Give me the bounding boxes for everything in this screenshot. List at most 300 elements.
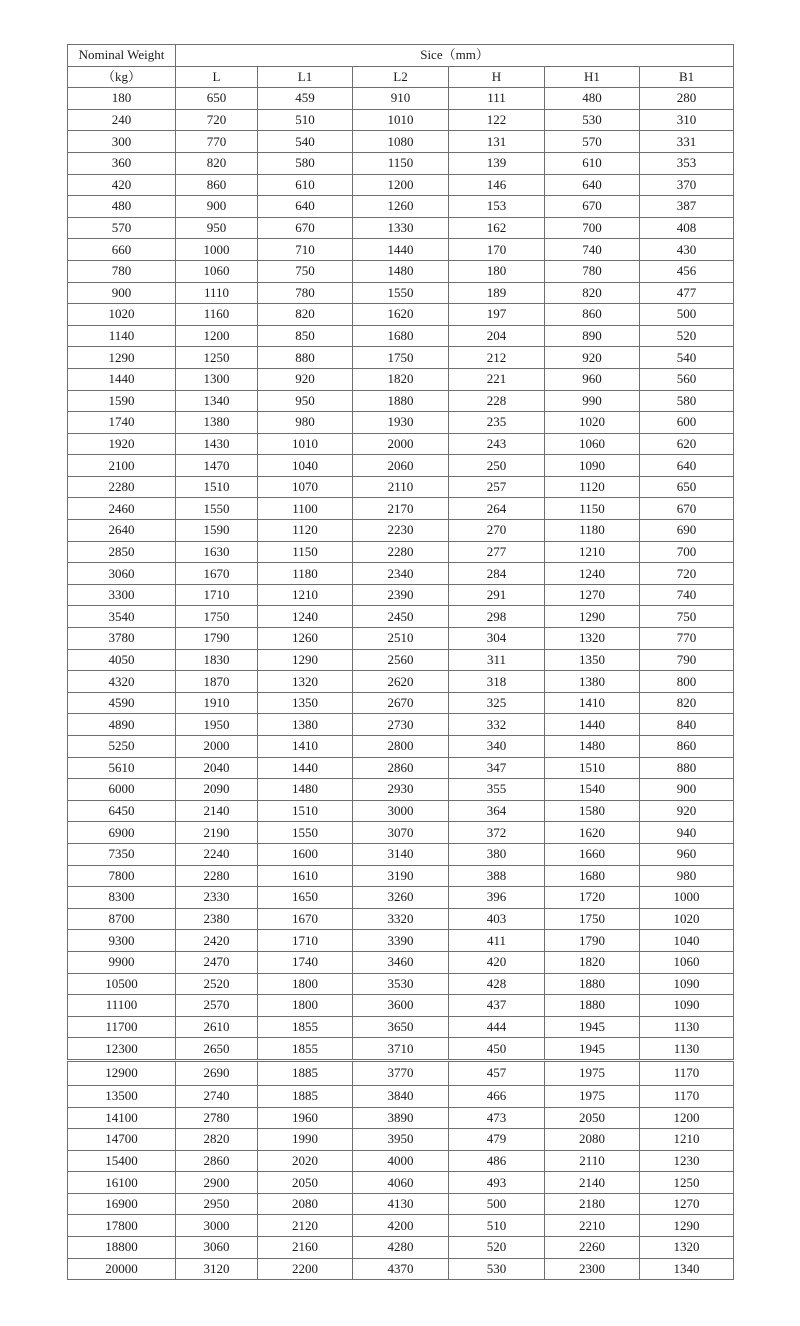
cell-l1: 1800	[258, 973, 353, 995]
cell-b1: 1000	[640, 887, 734, 909]
cell-l2: 1440	[353, 239, 449, 261]
cell-l2: 1200	[353, 174, 449, 196]
cell-l: 1110	[176, 282, 258, 304]
cell-h1: 1020	[545, 412, 640, 434]
cell-l1: 1885	[258, 1085, 353, 1107]
cell-b1: 430	[640, 239, 734, 261]
table-row	[68, 88, 734, 110]
cell-h1: 960	[545, 368, 640, 390]
cell-h: 486	[449, 1150, 545, 1172]
weight-header: Nominal Weight	[68, 45, 176, 67]
cell-b1: 720	[640, 563, 734, 585]
cell-l2: 3000	[353, 800, 449, 822]
cell-l: 2820	[176, 1129, 258, 1151]
table-row	[68, 196, 734, 218]
column-header-l: L	[176, 66, 258, 88]
cell-h: 146	[449, 174, 545, 196]
cell-h1: 890	[545, 325, 640, 347]
cell-weight: 14100	[68, 1107, 176, 1129]
table-row	[68, 908, 734, 930]
cell-l2: 3390	[353, 930, 449, 952]
cell-weight: 12300	[68, 1038, 176, 1061]
cell-b1: 740	[640, 584, 734, 606]
cell-l1: 1740	[258, 951, 353, 973]
cell-l2: 2000	[353, 433, 449, 455]
table-row	[68, 584, 734, 606]
table-row	[68, 476, 734, 498]
table-row	[68, 757, 734, 779]
cell-h1: 1210	[545, 541, 640, 563]
cell-b1: 860	[640, 736, 734, 758]
cell-l2: 1480	[353, 260, 449, 282]
cell-l2: 2800	[353, 736, 449, 758]
table-row	[68, 541, 734, 563]
table-row	[68, 217, 734, 239]
cell-h: 204	[449, 325, 545, 347]
cell-weight: 1440	[68, 368, 176, 390]
cell-h1: 1945	[545, 1038, 640, 1061]
cell-weight: 240	[68, 109, 176, 131]
cell-l1: 1610	[258, 865, 353, 887]
table-row	[68, 455, 734, 477]
table-row	[68, 152, 734, 174]
cell-l: 2780	[176, 1107, 258, 1129]
cell-l2: 4200	[353, 1215, 449, 1237]
cell-l1: 880	[258, 347, 353, 369]
cell-l2: 910	[353, 88, 449, 110]
table-row	[68, 239, 734, 261]
cell-h1: 1510	[545, 757, 640, 779]
cell-l: 1950	[176, 714, 258, 736]
cell-l1: 780	[258, 282, 353, 304]
cell-l1: 1320	[258, 671, 353, 693]
cell-l2: 3260	[353, 887, 449, 909]
cell-weight: 8300	[68, 887, 176, 909]
cell-h1: 740	[545, 239, 640, 261]
cell-l: 1590	[176, 520, 258, 542]
cell-l1: 950	[258, 390, 353, 412]
cell-h: 122	[449, 109, 545, 131]
table-row	[68, 671, 734, 693]
cell-l1: 1380	[258, 714, 353, 736]
cell-h: 372	[449, 822, 545, 844]
cell-l2: 4060	[353, 1172, 449, 1194]
cell-l: 2000	[176, 736, 258, 758]
cell-l: 1250	[176, 347, 258, 369]
cell-l2: 2230	[353, 520, 449, 542]
cell-weight: 360	[68, 152, 176, 174]
cell-b1: 690	[640, 520, 734, 542]
cell-l1: 2080	[258, 1193, 353, 1215]
cell-l2: 3530	[353, 973, 449, 995]
cell-h: 473	[449, 1107, 545, 1129]
cell-weight: 6900	[68, 822, 176, 844]
cell-l2: 2110	[353, 476, 449, 498]
cell-h1: 1480	[545, 736, 640, 758]
cell-h: 479	[449, 1129, 545, 1151]
cell-weight: 1020	[68, 304, 176, 326]
table-row	[68, 390, 734, 412]
cell-weight: 1740	[68, 412, 176, 434]
cell-h1: 1720	[545, 887, 640, 909]
cell-l2: 1880	[353, 390, 449, 412]
table-row	[68, 1258, 734, 1280]
cell-l: 2570	[176, 995, 258, 1017]
cell-weight: 4050	[68, 649, 176, 671]
cell-l: 2610	[176, 1016, 258, 1038]
cell-l1: 710	[258, 239, 353, 261]
cell-l1: 540	[258, 131, 353, 153]
table-row	[68, 1129, 734, 1151]
cell-h1: 1350	[545, 649, 640, 671]
cell-b1: 1170	[640, 1060, 734, 1085]
cell-weight: 660	[68, 239, 176, 261]
table-row	[68, 1215, 734, 1237]
cell-l1: 1210	[258, 584, 353, 606]
cell-weight: 6450	[68, 800, 176, 822]
cell-b1: 670	[640, 498, 734, 520]
cell-l1: 2120	[258, 1215, 353, 1237]
cell-b1: 1230	[640, 1150, 734, 1172]
cell-l1: 2160	[258, 1237, 353, 1259]
cell-b1: 640	[640, 455, 734, 477]
cell-b1: 900	[640, 779, 734, 801]
cell-h: 221	[449, 368, 545, 390]
table-row	[68, 1193, 734, 1215]
cell-h1: 1060	[545, 433, 640, 455]
column-header-h1: H1	[545, 66, 640, 88]
cell-h: 450	[449, 1038, 545, 1061]
cell-b1: 280	[640, 88, 734, 110]
cell-h1: 1320	[545, 628, 640, 650]
cell-l: 950	[176, 217, 258, 239]
cell-h: 153	[449, 196, 545, 218]
cell-h1: 1120	[545, 476, 640, 498]
cell-l: 1060	[176, 260, 258, 282]
cell-l: 2950	[176, 1193, 258, 1215]
cell-l2: 1620	[353, 304, 449, 326]
cell-l2: 3840	[353, 1085, 449, 1107]
cell-l: 2140	[176, 800, 258, 822]
cell-l1: 1100	[258, 498, 353, 520]
cell-h: 380	[449, 843, 545, 865]
table-row	[68, 520, 734, 542]
cell-weight: 2640	[68, 520, 176, 542]
cell-h1: 860	[545, 304, 640, 326]
cell-l: 2240	[176, 843, 258, 865]
cell-weight: 8700	[68, 908, 176, 930]
cell-weight: 7350	[68, 843, 176, 865]
cell-h: 347	[449, 757, 545, 779]
cell-l2: 3190	[353, 865, 449, 887]
table-row	[68, 779, 734, 801]
cell-l: 1670	[176, 563, 258, 585]
cell-weight: 16100	[68, 1172, 176, 1194]
cell-l: 2330	[176, 887, 258, 909]
cell-l1: 1410	[258, 736, 353, 758]
cell-h1: 820	[545, 282, 640, 304]
cell-b1: 560	[640, 368, 734, 390]
cell-l1: 1855	[258, 1016, 353, 1038]
cell-h: 396	[449, 887, 545, 909]
table-row	[68, 412, 734, 434]
table-row	[68, 1172, 734, 1194]
cell-h: 170	[449, 239, 545, 261]
cell-l1: 2050	[258, 1172, 353, 1194]
cell-h1: 2210	[545, 1215, 640, 1237]
cell-l: 1430	[176, 433, 258, 455]
table-row	[68, 1107, 734, 1129]
table-row	[68, 260, 734, 282]
cell-l: 2690	[176, 1060, 258, 1085]
cell-h: 411	[449, 930, 545, 952]
cell-weight: 18800	[68, 1237, 176, 1259]
cell-h: 428	[449, 973, 545, 995]
cell-l2: 2340	[353, 563, 449, 585]
cell-h: 510	[449, 1215, 545, 1237]
table-row	[68, 692, 734, 714]
cell-b1: 500	[640, 304, 734, 326]
cell-b1: 750	[640, 606, 734, 628]
cell-l1: 1440	[258, 757, 353, 779]
table-row	[68, 973, 734, 995]
table-row	[68, 951, 734, 973]
cell-l2: 1750	[353, 347, 449, 369]
cell-h1: 1880	[545, 995, 640, 1017]
cell-l1: 1650	[258, 887, 353, 909]
cell-h: 457	[449, 1060, 545, 1085]
cell-b1: 980	[640, 865, 734, 887]
cell-l: 1630	[176, 541, 258, 563]
cell-weight: 15400	[68, 1150, 176, 1172]
cell-h: 284	[449, 563, 545, 585]
cell-h: 311	[449, 649, 545, 671]
cell-l: 3120	[176, 1258, 258, 1280]
cell-weight: 3780	[68, 628, 176, 650]
table-row	[68, 1085, 734, 1107]
cell-l1: 1510	[258, 800, 353, 822]
weight-unit-header: （kg）	[68, 66, 176, 88]
cell-l1: 750	[258, 260, 353, 282]
size-header: Sice（mm）	[176, 45, 734, 67]
cell-weight: 20000	[68, 1258, 176, 1280]
cell-l2: 4000	[353, 1150, 449, 1172]
cell-l1: 980	[258, 412, 353, 434]
table-row	[68, 865, 734, 887]
cell-h: 111	[449, 88, 545, 110]
cell-l2: 1680	[353, 325, 449, 347]
cell-l2: 2280	[353, 541, 449, 563]
cell-h1: 2080	[545, 1129, 640, 1151]
cell-h1: 1680	[545, 865, 640, 887]
cell-h1: 1270	[545, 584, 640, 606]
cell-l1: 920	[258, 368, 353, 390]
cell-h: 466	[449, 1085, 545, 1107]
cell-l1: 1290	[258, 649, 353, 671]
cell-b1: 820	[640, 692, 734, 714]
cell-l2: 3650	[353, 1016, 449, 1038]
cell-h1: 990	[545, 390, 640, 412]
cell-b1: 1090	[640, 973, 734, 995]
table-row	[68, 822, 734, 844]
cell-l1: 640	[258, 196, 353, 218]
cell-h: 264	[449, 498, 545, 520]
cell-h1: 530	[545, 109, 640, 131]
column-header-b1: B1	[640, 66, 734, 88]
cell-weight: 5250	[68, 736, 176, 758]
cell-h1: 610	[545, 152, 640, 174]
cell-b1: 477	[640, 282, 734, 304]
cell-h1: 1620	[545, 822, 640, 844]
spec-table	[67, 44, 734, 1280]
cell-h: 325	[449, 692, 545, 714]
table-row	[68, 649, 734, 671]
cell-weight: 12900	[68, 1060, 176, 1085]
cell-b1: 790	[640, 649, 734, 671]
cell-l2: 1930	[353, 412, 449, 434]
cell-l2: 4130	[353, 1193, 449, 1215]
cell-weight: 11100	[68, 995, 176, 1017]
cell-b1: 1020	[640, 908, 734, 930]
cell-h1: 1945	[545, 1016, 640, 1038]
cell-h: 243	[449, 433, 545, 455]
cell-l2: 3710	[353, 1038, 449, 1061]
table-body	[68, 88, 734, 1280]
cell-l: 1510	[176, 476, 258, 498]
cell-l1: 610	[258, 174, 353, 196]
cell-h1: 700	[545, 217, 640, 239]
cell-h1: 2260	[545, 1237, 640, 1259]
cell-h: 437	[449, 995, 545, 1017]
cell-weight: 420	[68, 174, 176, 196]
cell-l: 2090	[176, 779, 258, 801]
table-row	[68, 995, 734, 1017]
cell-l2: 2450	[353, 606, 449, 628]
cell-l1: 1010	[258, 433, 353, 455]
cell-h1: 2050	[545, 1107, 640, 1129]
cell-weight: 1590	[68, 390, 176, 412]
cell-b1: 1040	[640, 930, 734, 952]
cell-h: 530	[449, 1258, 545, 1280]
cell-h1: 2140	[545, 1172, 640, 1194]
cell-h: 197	[449, 304, 545, 326]
table-row	[68, 628, 734, 650]
cell-h1: 570	[545, 131, 640, 153]
header-row-1	[68, 45, 734, 67]
cell-h: 388	[449, 865, 545, 887]
cell-h1: 1410	[545, 692, 640, 714]
cell-l2: 2670	[353, 692, 449, 714]
table-row	[68, 930, 734, 952]
cell-b1: 1090	[640, 995, 734, 1017]
cell-l1: 1480	[258, 779, 353, 801]
cell-l2: 3320	[353, 908, 449, 930]
cell-weight: 3060	[68, 563, 176, 585]
cell-h1: 2180	[545, 1193, 640, 1215]
cell-l1: 670	[258, 217, 353, 239]
cell-weight: 300	[68, 131, 176, 153]
cell-l: 1000	[176, 239, 258, 261]
cell-l1: 1800	[258, 995, 353, 1017]
cell-b1: 770	[640, 628, 734, 650]
cell-h: 403	[449, 908, 545, 930]
cell-weight: 16900	[68, 1193, 176, 1215]
cell-l: 650	[176, 88, 258, 110]
cell-l1: 1855	[258, 1038, 353, 1061]
cell-h: 493	[449, 1172, 545, 1194]
cell-h: 228	[449, 390, 545, 412]
cell-l2: 3890	[353, 1107, 449, 1129]
cell-l: 2040	[176, 757, 258, 779]
cell-l: 1340	[176, 390, 258, 412]
cell-l1: 1990	[258, 1129, 353, 1151]
cell-h: 500	[449, 1193, 545, 1215]
cell-b1: 800	[640, 671, 734, 693]
cell-h1: 1380	[545, 671, 640, 693]
cell-l: 1790	[176, 628, 258, 650]
cell-h: 520	[449, 1237, 545, 1259]
column-header-l2: L2	[353, 66, 449, 88]
cell-b1: 700	[640, 541, 734, 563]
cell-l1: 1070	[258, 476, 353, 498]
cell-l: 2650	[176, 1038, 258, 1061]
cell-h1: 780	[545, 260, 640, 282]
cell-b1: 1210	[640, 1129, 734, 1151]
cell-weight: 1290	[68, 347, 176, 369]
cell-l2: 2170	[353, 498, 449, 520]
cell-l1: 1960	[258, 1107, 353, 1129]
cell-b1: 456	[640, 260, 734, 282]
cell-b1: 920	[640, 800, 734, 822]
cell-l: 2190	[176, 822, 258, 844]
cell-l2: 3950	[353, 1129, 449, 1151]
cell-weight: 11700	[68, 1016, 176, 1038]
cell-h1: 1440	[545, 714, 640, 736]
cell-h: 212	[449, 347, 545, 369]
cell-l1: 1550	[258, 822, 353, 844]
cell-l: 1830	[176, 649, 258, 671]
cell-b1: 387	[640, 196, 734, 218]
table-row	[68, 325, 734, 347]
cell-l2: 3600	[353, 995, 449, 1017]
cell-weight: 14700	[68, 1129, 176, 1151]
cell-b1: 1320	[640, 1237, 734, 1259]
cell-weight: 180	[68, 88, 176, 110]
cell-weight: 3300	[68, 584, 176, 606]
cell-b1: 408	[640, 217, 734, 239]
cell-l2: 3070	[353, 822, 449, 844]
cell-l2: 2620	[353, 671, 449, 693]
cell-weight: 2100	[68, 455, 176, 477]
cell-h1: 1540	[545, 779, 640, 801]
table-row	[68, 131, 734, 153]
table-row	[68, 736, 734, 758]
cell-b1: 1060	[640, 951, 734, 973]
column-header-l1: L1	[258, 66, 353, 88]
cell-h1: 1090	[545, 455, 640, 477]
cell-weight: 4320	[68, 671, 176, 693]
cell-h1: 1975	[545, 1060, 640, 1085]
cell-l2: 1150	[353, 152, 449, 174]
cell-b1: 540	[640, 347, 734, 369]
cell-weight: 4590	[68, 692, 176, 714]
cell-l2: 2060	[353, 455, 449, 477]
table-row	[68, 174, 734, 196]
cell-b1: 1130	[640, 1038, 734, 1061]
cell-weight: 1920	[68, 433, 176, 455]
cell-h: 291	[449, 584, 545, 606]
cell-h1: 1150	[545, 498, 640, 520]
